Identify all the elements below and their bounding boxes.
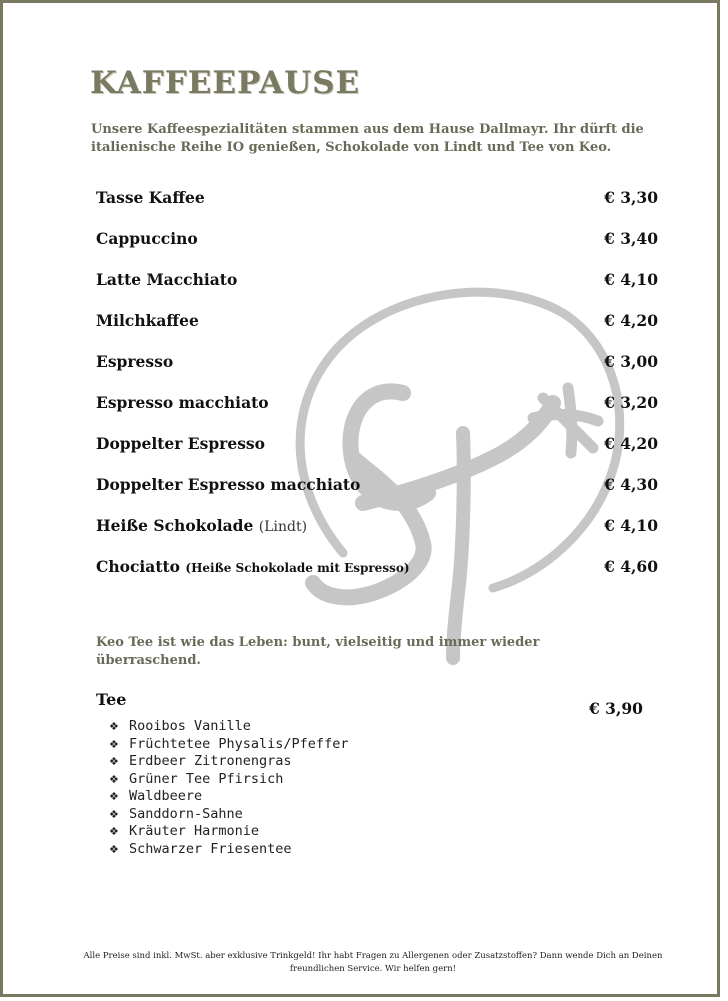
menu-item-name: Doppelter Espresso <box>96 434 265 453</box>
menu-item-note: (Lindt) <box>258 519 308 535</box>
tee-variety: Rooibos Vanille <box>129 718 251 734</box>
menu-item-name: Espresso macchiato <box>96 393 269 412</box>
diamond-bullet-icon: ❖ <box>109 807 119 821</box>
footer-note: Alle Preise sind inkl. MwSt. aber exklusive Trinkgeld! Ihr habt Fragen zu Allergenen oder Zusatzstoffen? Dann wende Dich an Deinen freundlichen Service. Wir helfen gern! <box>83 951 663 974</box>
menu-item <box>96 226 658 267</box>
tee-variety: Waldbeere <box>129 788 203 804</box>
menu-item-note: (Heiße Schokolade mit Espresso) <box>185 561 410 575</box>
diamond-bullet-icon: ❖ <box>109 790 119 803</box>
list-item <box>109 736 348 754</box>
menu-item-price: € 3,20 <box>604 393 658 412</box>
list-item <box>109 806 348 824</box>
tee-variety: Grüner Tee Pfirsich <box>129 770 284 787</box>
tee-price: € 3,90 <box>589 699 643 718</box>
tee-heading: Tee <box>96 690 127 709</box>
menu-item <box>96 513 658 554</box>
menu-item-price: € 4,30 <box>604 475 658 494</box>
menu-item-price: € 4,20 <box>604 311 658 330</box>
page-title: KAFFEEPAUSE <box>90 65 361 101</box>
tee-variety: Schwarzer Friesentee <box>129 840 292 857</box>
list-item <box>109 841 348 859</box>
menu-item-name: Espresso <box>96 352 174 371</box>
menu-item-name: Doppelter Espresso macchiato <box>96 475 361 494</box>
menu-item-name-text: Heiße Schokolade <box>96 516 254 535</box>
menu-item <box>96 390 658 431</box>
list-item <box>109 788 348 806</box>
menu-item <box>96 554 658 595</box>
list-item <box>109 823 348 841</box>
tee-varieties-list <box>109 718 348 858</box>
tee-variety: Kräuter Harmonie <box>129 823 260 839</box>
list-item <box>109 771 348 789</box>
menu-item <box>96 267 658 308</box>
list-item <box>109 753 348 771</box>
tee-variety: Erdbeer Zitronengras <box>129 753 292 769</box>
tee-variety: Sanddorn-Sahne <box>129 805 243 822</box>
menu-item-price: € 3,30 <box>604 188 658 207</box>
menu-item-name: Milchkaffee <box>96 311 199 330</box>
diamond-bullet-icon: ❖ <box>109 755 119 768</box>
diamond-bullet-icon: ❖ <box>109 825 119 838</box>
menu-item <box>96 472 658 513</box>
menu-item-price: € 3,00 <box>604 352 658 371</box>
diamond-bullet-icon: ❖ <box>109 842 119 856</box>
diamond-bullet-icon: ❖ <box>109 737 119 751</box>
menu-item-price: € 4,10 <box>604 516 658 535</box>
menu-item <box>96 185 658 226</box>
menu-item <box>96 349 658 390</box>
keo-tagline: Keo Tee ist wie das Leben: bunt, vielseitig und immer wieder überraschend. <box>96 635 540 668</box>
tee-variety: Früchtetee Physalis/Pfeffer <box>129 735 349 752</box>
coffee-menu-list <box>96 185 658 595</box>
list-item <box>109 718 348 736</box>
menu-item-name <box>96 557 410 576</box>
diamond-bullet-icon: ❖ <box>109 720 119 733</box>
menu-item-price: € 4,10 <box>604 270 658 289</box>
diamond-bullet-icon: ❖ <box>109 772 119 786</box>
menu-item-price: € 4,60 <box>604 557 658 576</box>
menu-item-name <box>96 516 307 535</box>
menu-item-name: Tasse Kaffee <box>96 188 205 207</box>
menu-item-name-text: Chociatto <box>96 557 180 576</box>
menu-item-price: € 4,20 <box>604 434 658 453</box>
menu-item-name: Cappuccino <box>96 229 198 248</box>
intro-text: Unsere Kaffeespezialitäten stammen aus dem Hause Dallmayr. Ihr dürft die italienische Reihe IO genießen, Schokolade von Lindt und Tee von Keo. <box>91 122 644 155</box>
menu-item <box>96 308 658 349</box>
menu-item-price: € 3,40 <box>604 229 658 248</box>
menu-item <box>96 431 658 472</box>
menu-item-name: Latte Macchiato <box>96 270 238 289</box>
